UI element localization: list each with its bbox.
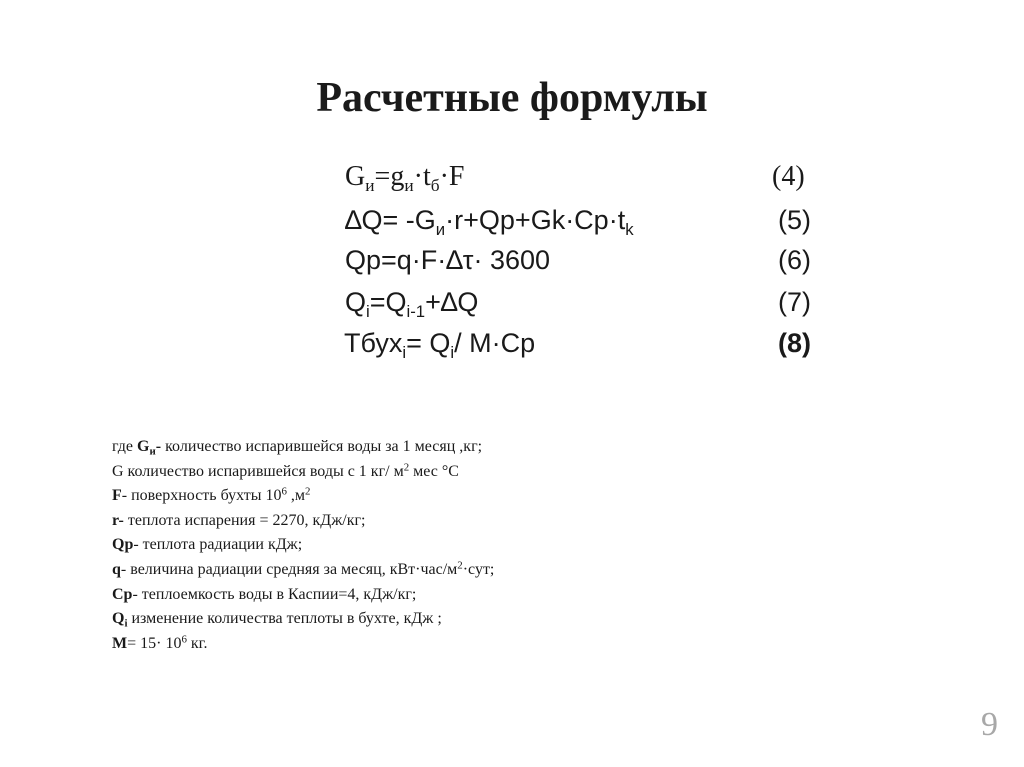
formula-7: $Q_i=Q_{i-1}+\Delta Q$ [345,287,479,321]
formula-8-number: (8) [778,328,811,358]
legend-row-qp: Qp- теплота радиации кДж; [112,536,303,554]
formula-5-number: (5) [778,205,811,235]
page-number: 9 [981,706,998,743]
legend-row-g-i: где $G_и-$ количество испарившейся воды за 1 месяц ,кг; [112,438,483,458]
legend-row-m: $М= 15\cdot 10^6$ кг. [112,633,208,652]
formula-6-number: (6) [778,245,811,275]
legend-row-cp: Ср- теплоемкость воды в Каспии=4, кДж/кг; [112,585,417,603]
formula-6: Qp=q·F·∆τ· 3600 [345,245,551,275]
formula-5: $\Delta Q= -G_и\cdot r+Qp+Gk\cdot Cp\cdot t_k$ [345,205,634,239]
formula-7-number: (7) [778,287,811,317]
formula-8: Тбух$_i$= $Q_i/$ М·Ср [344,328,536,362]
formula-4: $G_и=g_и\cdot t_б\cdot F$ [345,161,465,196]
slide-title: Расчетные формулы [316,75,708,121]
formula-4-number: (4) [772,161,805,192]
legend-row-q: q- величина радиации средняя за месяц, $кВт\cdot час/м^2\cdot сут$; [112,559,495,578]
variable-legend [112,435,494,656]
legend-row-g: G количество испарившейся воды с 1 кг/ $м^2$ мес °С [112,461,459,480]
legend-row-q-i: $Q_i$ изменение количества теплоты в бухте, кДж ; [112,610,442,630]
legend-row-r: r- теплота испарения = 2270, кДж/кг; [112,511,366,529]
legend-row-f: F- поверхность бухты $10^6$ $,м^2$ [112,485,311,505]
